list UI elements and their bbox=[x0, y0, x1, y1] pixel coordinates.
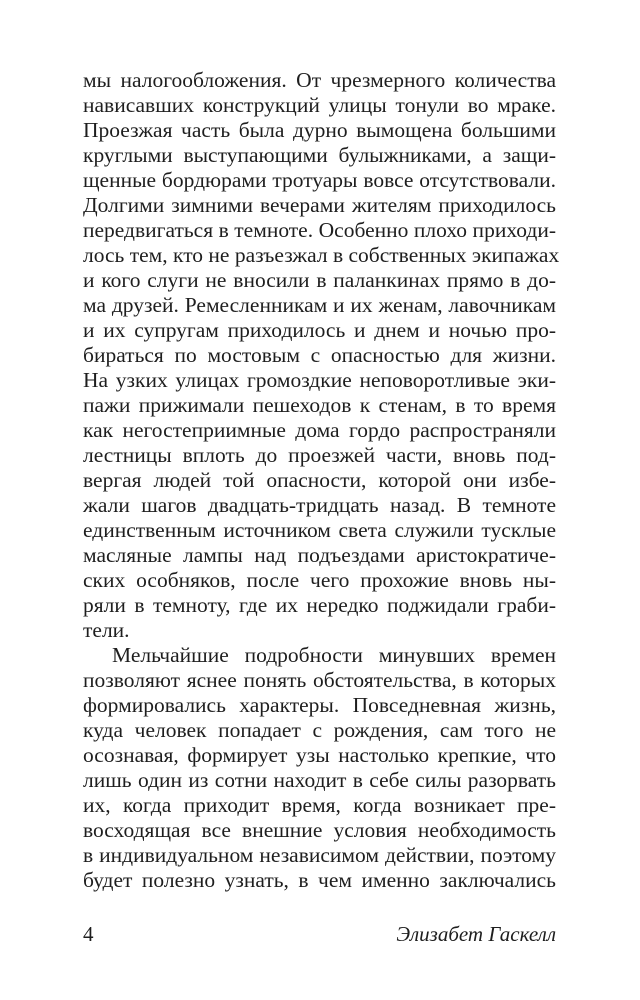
text-line: щенные бордюрами тротуары вовсе отсутствовали. bbox=[83, 168, 556, 192]
paragraph-1 bbox=[83, 68, 560, 643]
text-line: их, когда приходит время, когда возникает пре- bbox=[83, 793, 556, 817]
text-line: тели. bbox=[83, 618, 130, 642]
text-line: осознавая, формирует узы настолько крепкие, что bbox=[83, 743, 556, 767]
text-line: единственным источником света служили тусклые bbox=[83, 518, 556, 542]
paragraph-2 bbox=[83, 643, 556, 893]
text-line: позволяют яснее понять обстоятельства, в которых bbox=[83, 668, 556, 692]
text-line: куда человек попадает с рождения, сам того не bbox=[83, 718, 556, 742]
text-line: ских особняков, после чего прохожие вновь ны- bbox=[83, 568, 556, 592]
text-line: и их супругам приходилось и днем и ночью про- bbox=[83, 318, 556, 342]
text-line: будет полезно узнать, в чем именно заключались bbox=[83, 868, 556, 892]
text-line: лось тем, кто не разъезжал в собственных экипажах bbox=[83, 243, 560, 267]
text-line: бираться по мостовым с опасностью для жизни. bbox=[83, 343, 556, 367]
text-line: жали шагов двадцать-тридцать назад. В темноте bbox=[83, 493, 556, 517]
page-footer bbox=[83, 922, 556, 947]
text-line: Мельчайшие подробности минувших времен bbox=[112, 643, 556, 667]
running-author: Элизабет Гаскелл bbox=[396, 922, 556, 946]
text-line: На узких улицах громоздкие неповоротливые эки- bbox=[83, 368, 556, 392]
text-line: ряли в темноту, где их нередко поджидали граби- bbox=[83, 593, 556, 617]
text-line: восходящая все внешние условия необходимость bbox=[83, 818, 556, 842]
text-line: пажи прижимали пешеходов к стенам, в то время bbox=[83, 393, 556, 417]
text-line: нависавших конструкций улицы тонули во мраке. bbox=[83, 93, 556, 117]
text-line: передвигаться в темноте. Особенно плохо приходи- bbox=[83, 218, 556, 242]
text-line: формировались характеры. Повседневная жизнь, bbox=[83, 693, 556, 717]
text-line: круглыми выступающими булыжниками, а защи- bbox=[83, 143, 556, 167]
page-body bbox=[83, 68, 560, 893]
text-line: лишь один из сотни находит в себе силы разорвать bbox=[83, 768, 556, 792]
text-line: лестницы вплоть до проезжей части, вновь под- bbox=[83, 443, 556, 467]
text-line: как негостеприимные дома гордо распространяли bbox=[83, 418, 556, 442]
text-line: и кого слуги не вносили в паланкинах прямо в до- bbox=[83, 268, 556, 292]
page-number: 4 bbox=[83, 922, 94, 946]
text-line: в индивидуальном независимом действии, поэтому bbox=[83, 843, 556, 867]
text-line: ма друзей. Ремесленникам и их женам, лавочникам bbox=[83, 293, 556, 317]
text-line: масляные лампы над подъездами аристократиче- bbox=[83, 543, 556, 567]
text-line: мы налогообложения. От чрезмерного количества bbox=[83, 68, 556, 92]
text-line: Долгими зимними вечерами жителям приходилось bbox=[83, 193, 556, 217]
text-line: вергая людей той опасности, которой они избе- bbox=[83, 468, 556, 492]
text-line: Проезжая часть была дурно вымощена большими bbox=[83, 118, 556, 142]
